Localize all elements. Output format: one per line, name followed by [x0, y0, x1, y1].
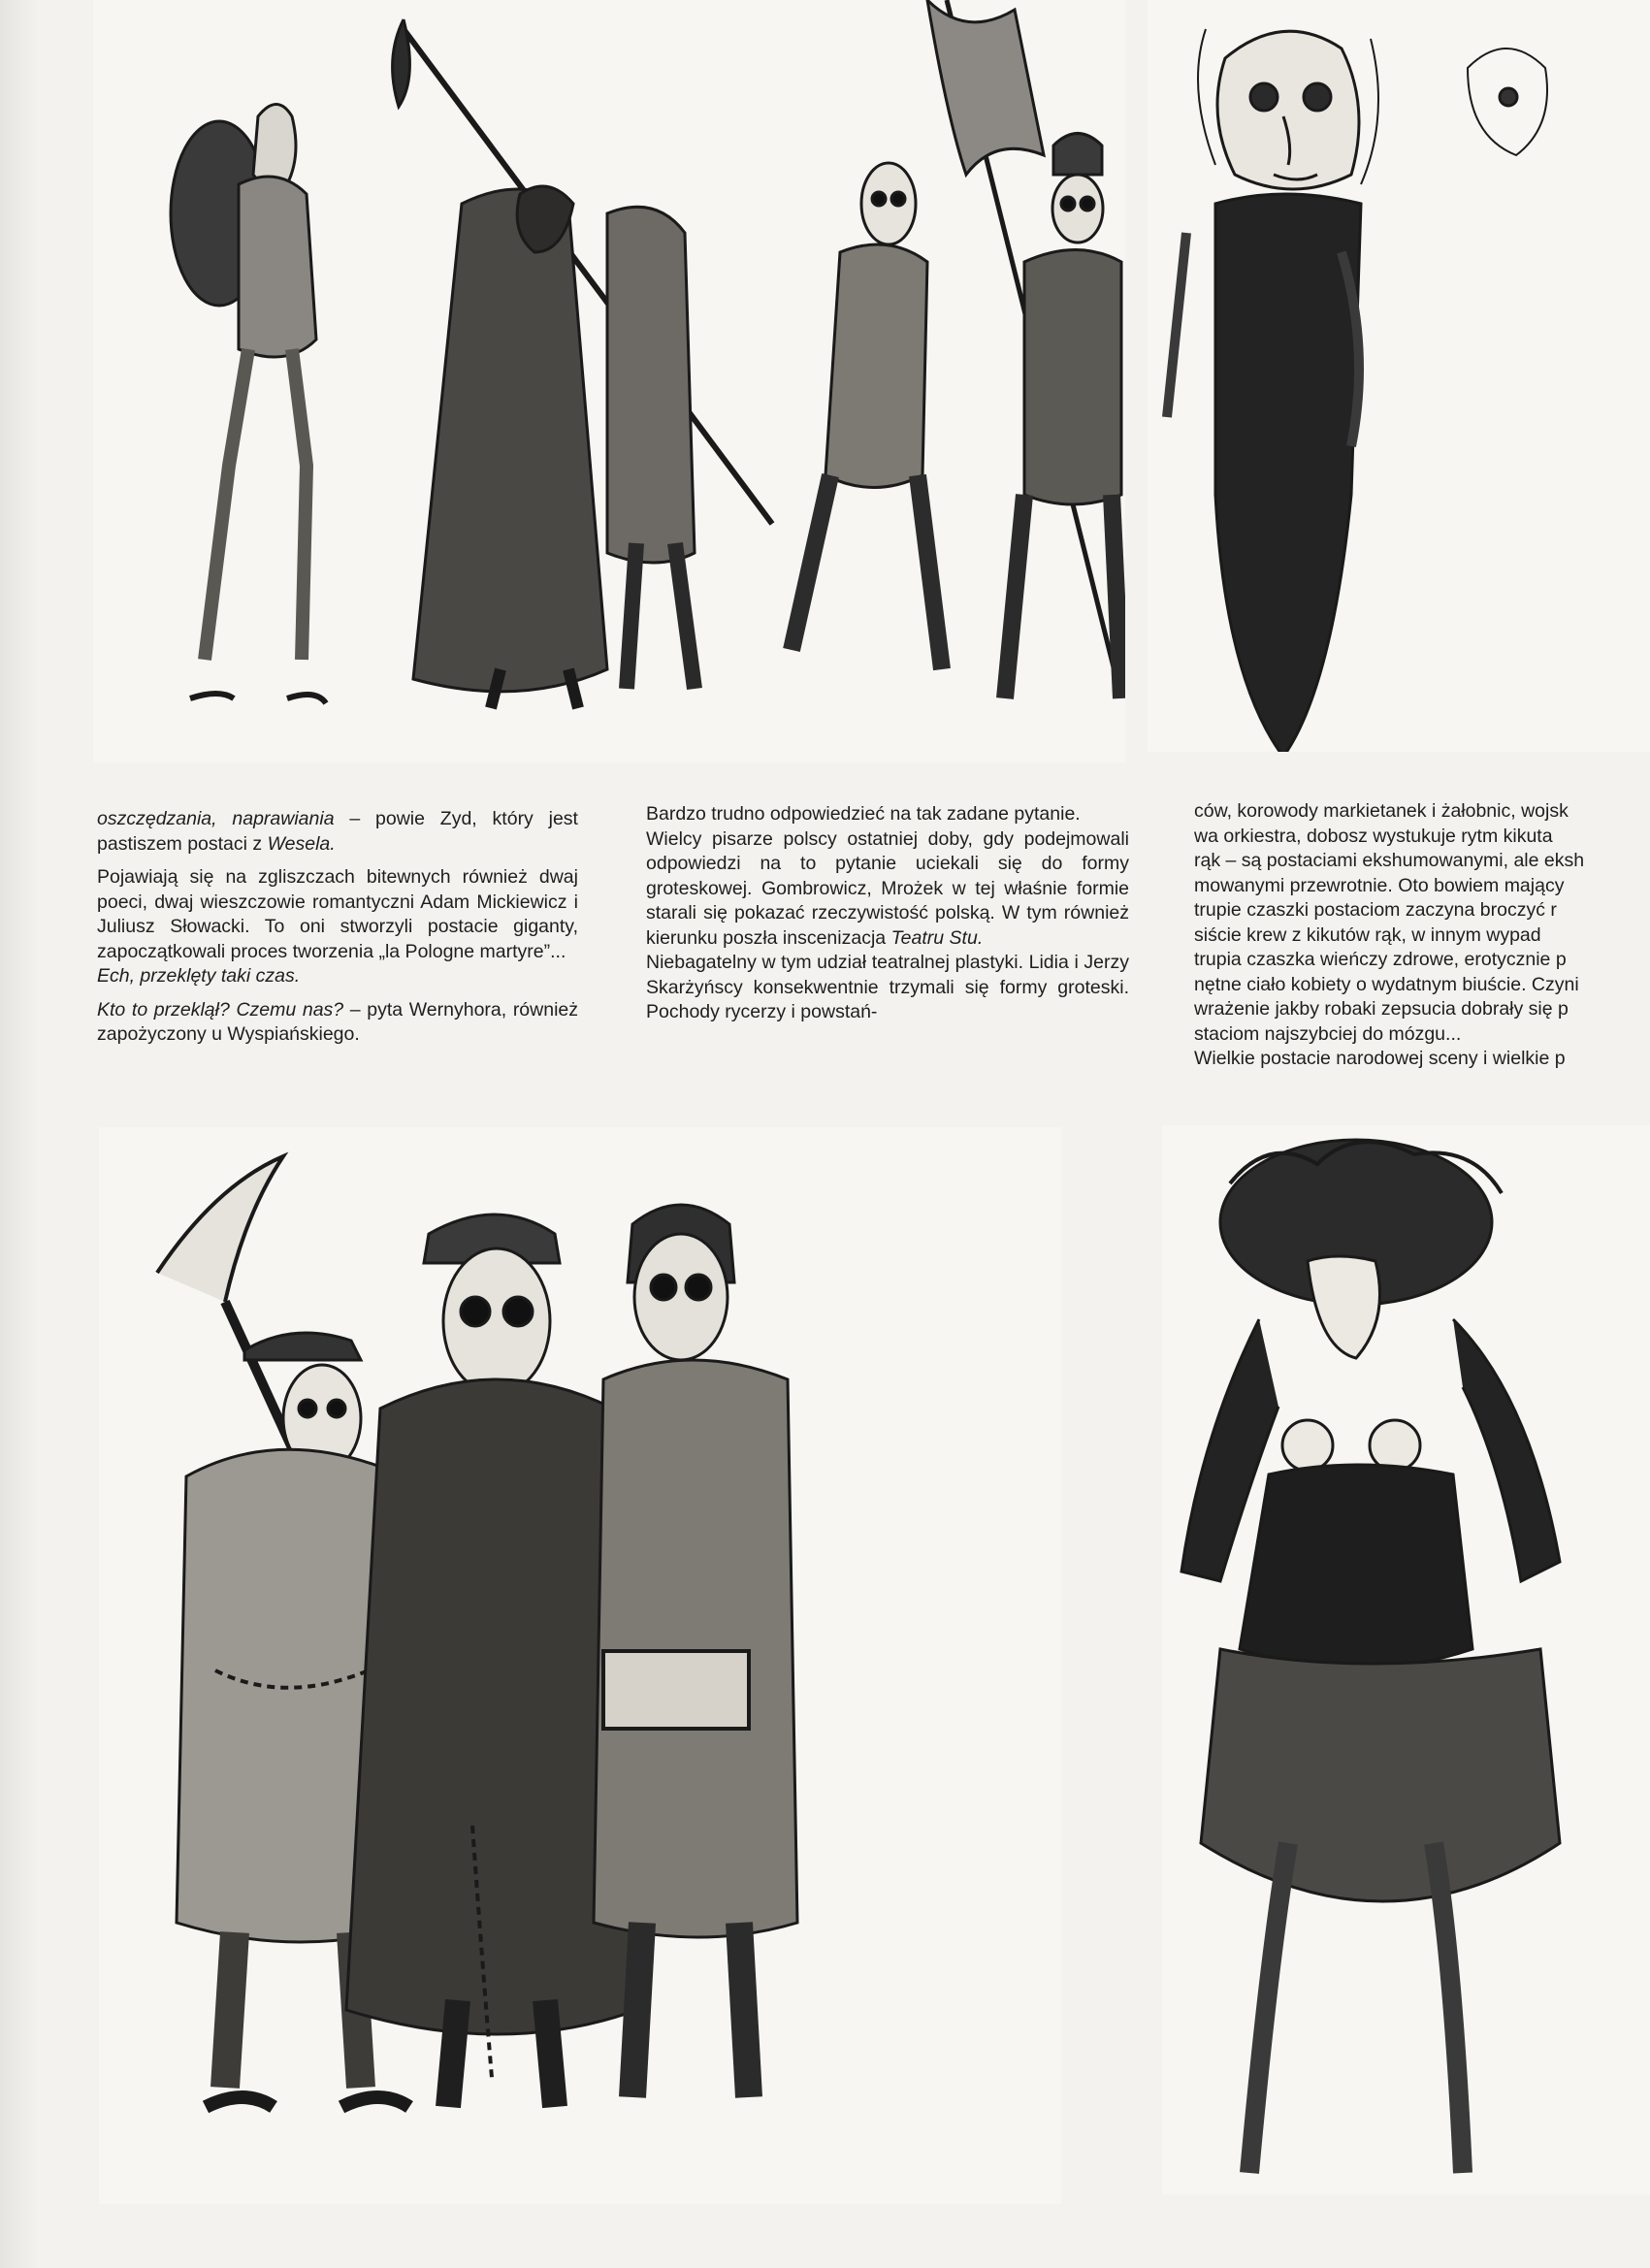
col3-line: trupie czaszki postaciom zaczyna broczyć r [1194, 899, 1557, 921]
text-column-2 [646, 802, 1129, 1025]
col1-paragraph-3: – pyta Wernyhora, również zapożyczony u Wyspiańskiego. [97, 998, 579, 1045]
col2-italic-theatre: Teatru Stu. [890, 926, 984, 949]
text-column-1 [97, 807, 578, 1056]
col1-paragraph-2: Pojawiają się na zgliszczach bitewnych również dwaj poeci, dwaj wieszczowie romantyczni Adam Mickiewicz i Juliusz Słowacki. To oni stworzyli postacie giganty, zapoczątkowali proces tworzenia „la Pologne martyre”... [97, 866, 578, 962]
col2-paragraph-3: Niebagatelny w tym udział teatralnej plastyki. Lidia i Jerzy Skarżyńscy konsekwentnie trzymali się formy groteski. Pochody rycerzy i powstań- [646, 952, 1129, 1022]
col2-paragraph-1: Bardzo trudno odpowiedzieć na tak zadane pytanie. [646, 803, 1081, 825]
procession-drawing-svg [93, 0, 1125, 762]
col3-line: ców, korowody markietanek i żałobnic, wojsk [1194, 800, 1569, 822]
col3-line: wrażenie jakby robaki zepsucia dobrały się p [1194, 998, 1569, 1020]
col3-line: rąk – są postaciami ekshumowanymi, ale eksh [1194, 850, 1585, 871]
col1-italic-question: Kto to przeklął? Czemu nas? [97, 998, 344, 1021]
col3-line: staciom najszybciej do mózgu... [1194, 1022, 1462, 1045]
text-column-3-cropped [1194, 799, 1650, 1072]
woman-in-fur-hat-drawing [1162, 1125, 1650, 2194]
col3-line: mowanymi przewrotnie. Oto bowiem mający [1194, 874, 1565, 896]
woman-drawing-svg [1162, 1125, 1650, 2194]
col3-line: nętne ciało kobiety o wydatnym biuście. Czyni [1194, 973, 1579, 995]
procession-of-skeleton-warriors-drawing [93, 0, 1125, 762]
col2-paragraph-2: Wielcy pisarze polscy ostatniej doby, gdy podejmowali odpowiedzi na to pytanie uciekali się do formy groteskowej. Gombrowicz, Mrożek w tej właśnie formie starali się pokazać rzeczywistość polską. W tym również kierunku poszła inscenizacja [646, 827, 1129, 949]
col1-paragraph-1: – powie Zyd, który jest pastiszem postaci z [97, 808, 578, 855]
col3-line: trupia czaszka wieńczy zdrowe, erotycznie p [1194, 949, 1567, 970]
col1-italic-quote: Ech, przeklęty taki czas. [97, 965, 301, 987]
prisoners-drawing-svg [99, 1127, 1061, 2204]
three-chained-skeleton-prisoners-drawing [99, 1127, 1061, 2204]
col3-line: wa orkiestra, dobosz wystukuje rytm kikuta [1194, 825, 1553, 847]
hanging-figure-with-mask-drawing [1148, 0, 1650, 752]
page-edge-shadow [0, 0, 39, 2268]
col3-line: siście krew z kikutów rąk, w innym wypad [1194, 923, 1541, 946]
col3-line: Wielkie postacie narodowej sceny i wielkie p [1194, 1048, 1566, 1069]
col1-italic-title: Wesela. [267, 832, 336, 855]
hanging-figure-svg [1148, 0, 1650, 752]
col1-italic-phrase: oszczędzania, naprawiania [97, 808, 335, 829]
